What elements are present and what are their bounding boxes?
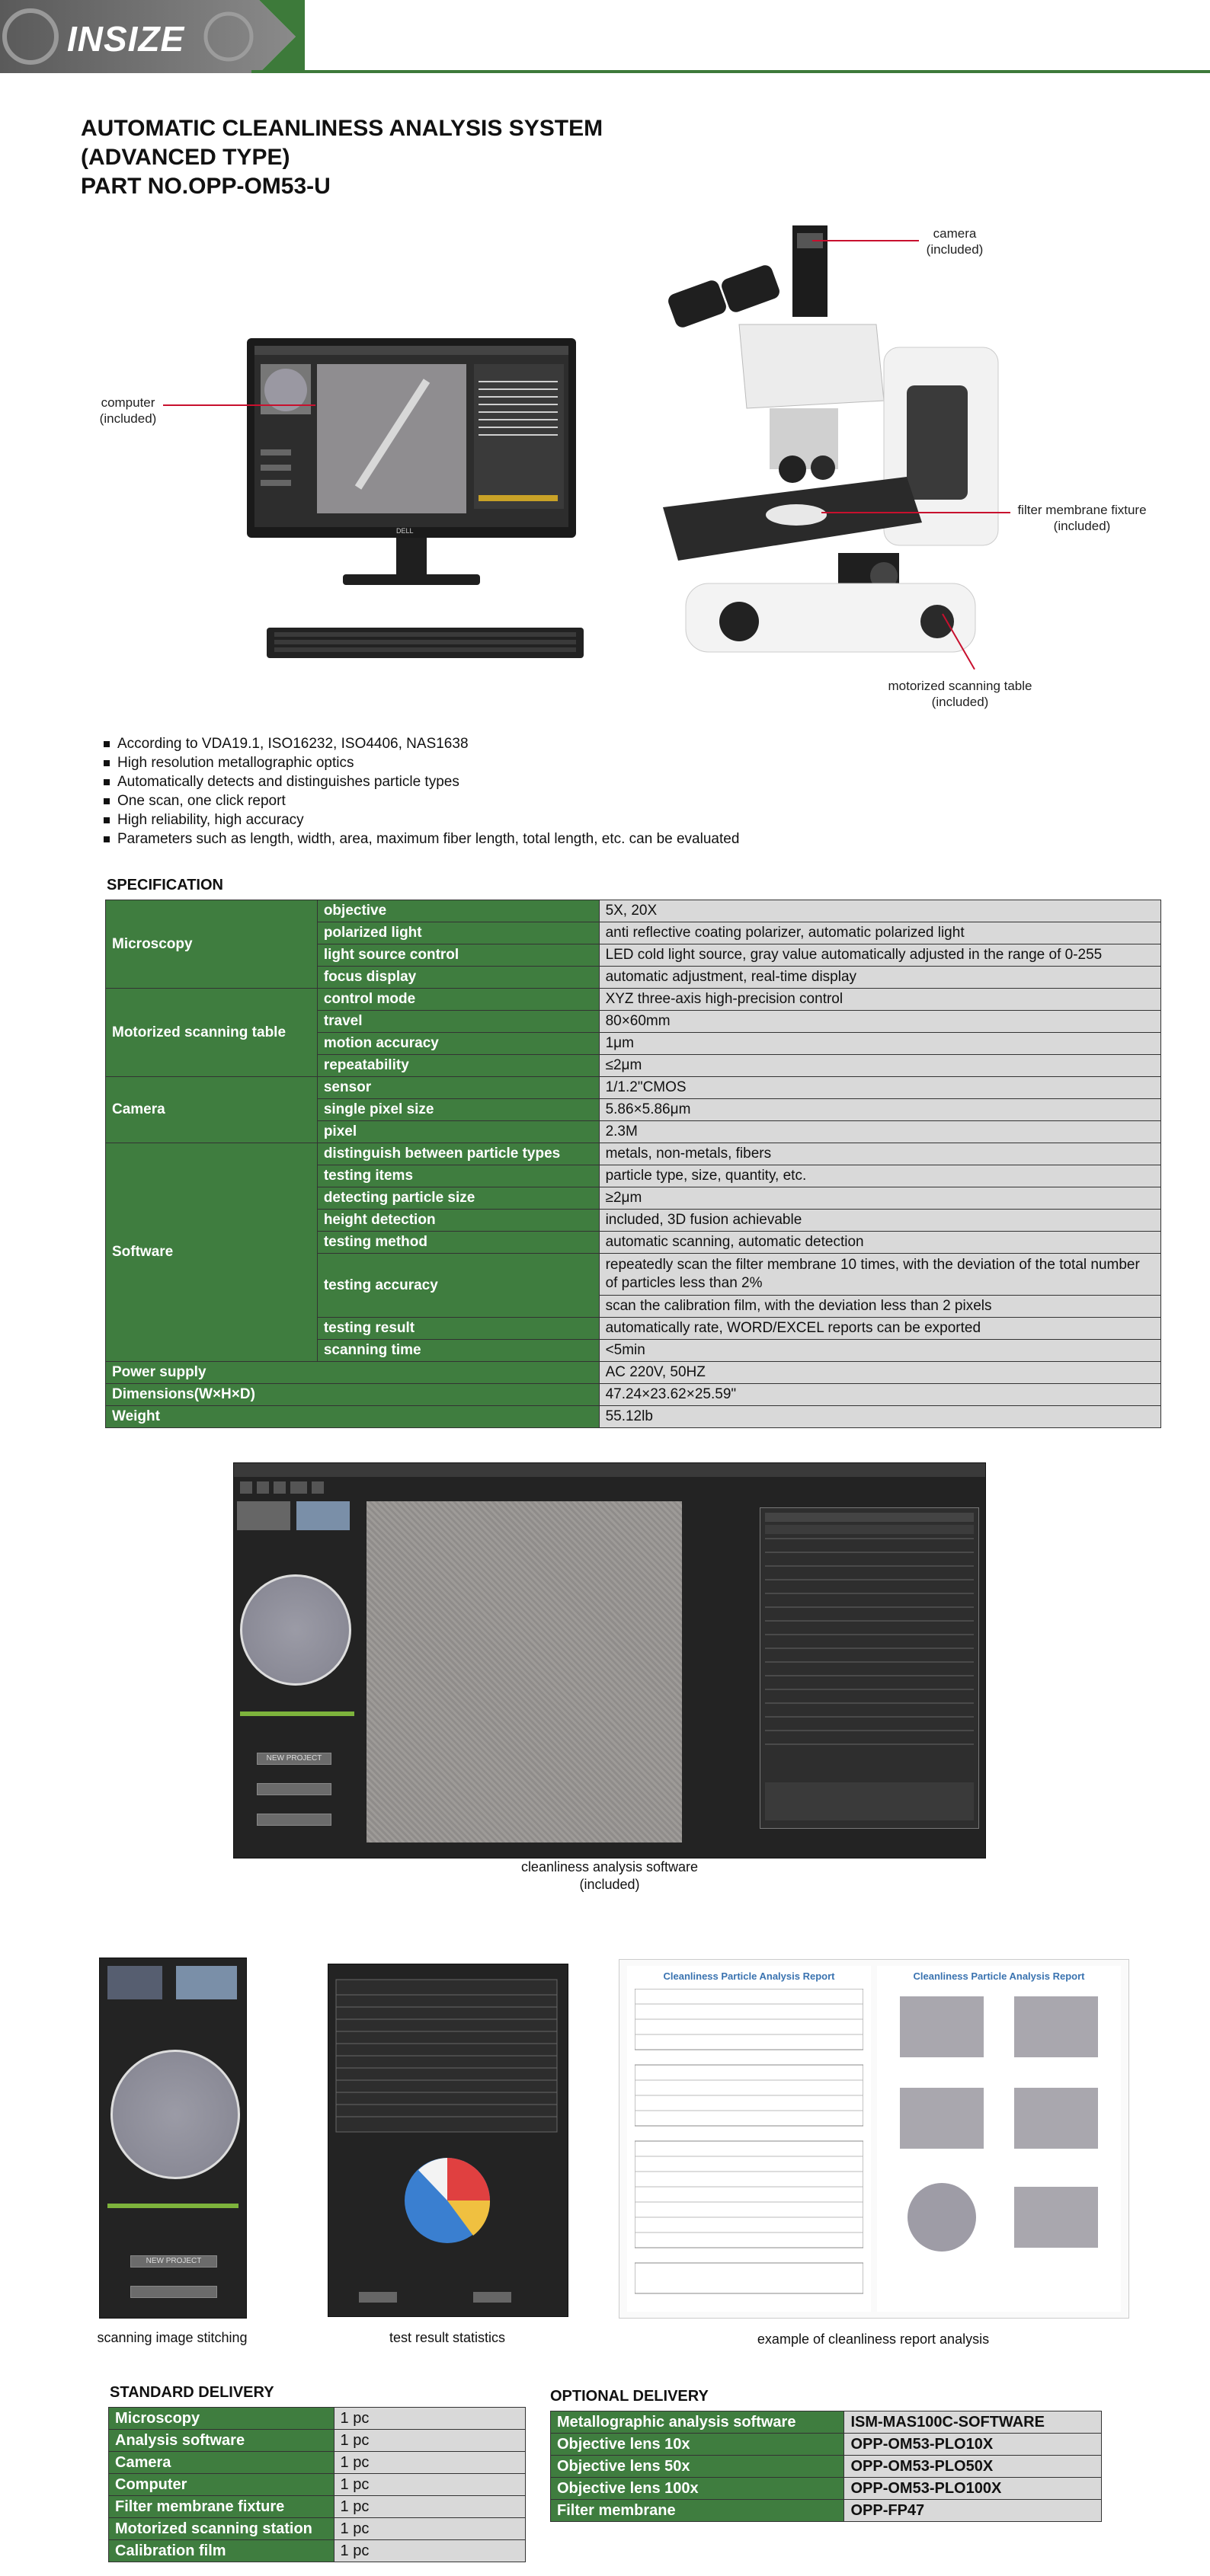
computer-label: computer xyxy=(101,395,155,410)
feature-item: According to VDA19.1, ISO16232, ISO4406, NAS1638 xyxy=(104,734,1018,753)
spec-value: 2.3M xyxy=(599,1121,1160,1143)
report-example xyxy=(619,1959,1129,2319)
spec-label: testing result xyxy=(317,1318,599,1340)
computer-graphic xyxy=(244,335,594,686)
software-caption-line-1: cleanliness analysis software xyxy=(520,1859,699,1874)
header-rule xyxy=(251,70,1210,73)
spec-value: automatic scanning, automatic detection xyxy=(599,1232,1160,1254)
feature-item: Parameters such as length, width, area, maximum fiber length, total length, etc. can be evaluated xyxy=(104,829,1018,849)
title-line-2: (ADVANCED TYPE) xyxy=(81,145,290,170)
microscope-graphic xyxy=(655,225,1006,667)
monitor-brand: DELL xyxy=(396,527,414,535)
table-callout xyxy=(876,678,1044,710)
spec-label: testing method xyxy=(317,1232,599,1254)
progress-fill xyxy=(240,1711,354,1716)
computer-callout xyxy=(82,395,174,427)
spec-value: automatic adjustment, real-time display xyxy=(599,967,1160,989)
software-screenshot xyxy=(233,1462,986,1858)
standard-delivery-title: STANDARD DELIVERY xyxy=(110,2384,274,2401)
spec-value: ≥2μm xyxy=(599,1187,1160,1210)
feature-item: One scan, one click report xyxy=(104,791,1018,810)
delivery-item: Calibration film xyxy=(109,2540,335,2562)
results-grid xyxy=(760,1508,978,1828)
spec-value: scan the calibration film, with the deviation less than 2 pixels xyxy=(599,1296,1160,1318)
table-row xyxy=(551,2411,1102,2434)
title-line-3: PART NO.OPP-OM53-U xyxy=(81,174,331,199)
delivery-qty: 1 pc xyxy=(334,2474,525,2496)
table-row xyxy=(109,2496,526,2518)
optional-part-no: OPP-OM53-PLO10X xyxy=(844,2434,1102,2456)
table-note: (included) xyxy=(931,695,989,709)
table-row xyxy=(109,2518,526,2540)
table-row xyxy=(551,2478,1102,2500)
report-title: Cleanliness Particle Analysis Report xyxy=(913,1970,1085,1982)
spec-value: 5X, 20X xyxy=(599,900,1160,922)
delivery-item: Computer xyxy=(109,2474,335,2496)
page-title xyxy=(81,114,767,201)
software-menu-bar xyxy=(234,1463,985,1477)
microscope-illustration xyxy=(655,225,1006,667)
spec-label: travel xyxy=(317,1011,599,1033)
spec-value: 1/1.2"CMOS xyxy=(599,1077,1160,1099)
delivery-item: Filter membrane fixture xyxy=(109,2496,335,2518)
feature-item: High reliability, high accuracy xyxy=(104,810,1018,829)
table-row xyxy=(106,900,1161,922)
progress-bar xyxy=(107,2204,238,2208)
report-page-1 xyxy=(627,1966,871,2312)
spec-value: <5min xyxy=(599,1340,1160,1362)
stitching-screenshot xyxy=(99,1958,247,2319)
toolbar-icons xyxy=(238,1480,391,1495)
spec-label: motion accuracy xyxy=(317,1033,599,1055)
spec-table xyxy=(105,900,1161,1428)
table-row xyxy=(551,2500,1102,2522)
optional-delivery-title: OPTIONAL DELIVERY xyxy=(550,2388,709,2405)
progress-fill xyxy=(107,2204,238,2208)
feature-list xyxy=(104,734,1018,849)
spec-label: control mode xyxy=(317,989,599,1011)
optional-item: Metallographic analysis software xyxy=(551,2411,844,2434)
spec-value: anti reflective coating polarizer, automatic polarized light xyxy=(599,922,1160,944)
optional-item: Objective lens 10x xyxy=(551,2434,844,2456)
spec-value: automatically rate, WORD/EXCEL reports can be exported xyxy=(599,1318,1160,1340)
optional-part-no: ISM-MAS100C-SOFTWARE xyxy=(844,2411,1102,2434)
table-row xyxy=(106,1384,1161,1406)
fixture-callout xyxy=(1006,502,1158,534)
membrane-overview xyxy=(110,2050,240,2179)
statistics-caption: test result statistics xyxy=(389,2330,506,2345)
spec-label: Weight xyxy=(106,1406,600,1428)
group-software: Software xyxy=(106,1143,318,1362)
optional-part-no: OPP-OM53-PLO50X xyxy=(844,2456,1102,2478)
spec-value: 55.12lb xyxy=(599,1406,1160,1428)
table-row xyxy=(551,2434,1102,2456)
optional-part-no: OPP-OM53-PLO100X xyxy=(844,2478,1102,2500)
spec-label: pixel xyxy=(317,1121,599,1143)
progress-bar xyxy=(240,1711,354,1716)
spec-label: single pixel size xyxy=(317,1099,599,1121)
spec-label: detecting particle size xyxy=(317,1187,599,1210)
delivery-item: Motorized scanning station xyxy=(109,2518,335,2540)
group-camera: Camera xyxy=(106,1077,318,1143)
delivery-qty: 1 pc xyxy=(334,2518,525,2540)
membrane-overview xyxy=(240,1574,351,1686)
optional-part-no: OPP-FP47 xyxy=(844,2500,1102,2522)
camera-label: camera xyxy=(933,226,977,241)
table-row xyxy=(109,2474,526,2496)
computer-leader-line xyxy=(163,404,315,406)
report-images-graphic xyxy=(885,1989,1113,2309)
fixture-leader-line xyxy=(821,512,1010,513)
delivery-qty: 1 pc xyxy=(334,2496,525,2518)
statistics-screenshot xyxy=(328,1964,568,2317)
spec-label: Power supply xyxy=(106,1362,600,1384)
particle-view xyxy=(367,1501,682,1843)
feature-item: High resolution metallographic optics xyxy=(104,753,1018,772)
delivery-qty: 1 pc xyxy=(334,2540,525,2562)
spec-label: repeatability xyxy=(317,1055,599,1077)
spec-label: height detection xyxy=(317,1210,599,1232)
group-motorized: Motorized scanning table xyxy=(106,989,318,1077)
sample-thumbnails xyxy=(237,1501,351,1532)
stitching-caption: scanning image stitching xyxy=(97,2330,248,2345)
standard-delivery-table xyxy=(108,2407,526,2562)
report-caption: example of cleanliness report analysis xyxy=(757,2332,990,2347)
spec-value: particle type, size, quantity, etc. xyxy=(599,1165,1160,1187)
delivery-qty: 1 pc xyxy=(334,2430,525,2452)
software-toolbar xyxy=(238,1480,985,1497)
spec-value: XYZ three-axis high-precision control xyxy=(599,989,1160,1011)
spec-label: testing items xyxy=(317,1165,599,1187)
spec-label: objective xyxy=(317,900,599,922)
spec-value: LED cold light source, gray value automatically adjusted in the range of 0-255 xyxy=(599,944,1160,967)
spec-label: distinguish between particle types xyxy=(317,1143,599,1165)
group-microscopy: Microscopy xyxy=(106,900,318,989)
delivery-item: Analysis software xyxy=(109,2430,335,2452)
spec-label: testing accuracy xyxy=(317,1254,599,1318)
thumb-2[interactable] xyxy=(296,1501,350,1530)
spec-value: AC 220V, 50HZ xyxy=(599,1362,1160,1384)
camera-note: (included) xyxy=(926,242,984,257)
table-row xyxy=(106,989,1161,1011)
statistics-graphic xyxy=(328,1964,568,2316)
report-table-graphic xyxy=(635,1989,863,2309)
new-project-button[interactable]: NEW PROJECT xyxy=(130,2255,217,2268)
camera-leader-line xyxy=(812,240,919,241)
spec-value: metals, non-metals, fibers xyxy=(599,1143,1160,1165)
title-line-1: AUTOMATIC CLEANLINESS ANALYSIS SYSTEM xyxy=(81,116,603,141)
fixture-label: filter membrane fixture xyxy=(1017,503,1147,517)
spec-value: 1μm xyxy=(599,1033,1160,1055)
computer-illustration xyxy=(244,335,594,686)
delivery-qty: 1 pc xyxy=(334,2452,525,2474)
spec-label: polarized light xyxy=(317,922,599,944)
page-header xyxy=(0,0,1210,73)
computer-note: (included) xyxy=(99,411,157,426)
optional-item: Objective lens 100x xyxy=(551,2478,844,2500)
thumb-1[interactable] xyxy=(237,1501,290,1530)
delivery-item: Microscopy xyxy=(109,2408,335,2430)
report-title: Cleanliness Particle Analysis Report xyxy=(663,1970,835,1982)
software-button[interactable] xyxy=(257,1814,331,1826)
software-button[interactable] xyxy=(130,2286,217,2298)
table-row xyxy=(106,1143,1161,1165)
spec-label: Dimensions(W×H×D) xyxy=(106,1384,600,1406)
table-row xyxy=(109,2452,526,2474)
feature-item: Automatically detects and distinguishes particle types xyxy=(104,772,1018,791)
table-row xyxy=(109,2408,526,2430)
spec-label: sensor xyxy=(317,1077,599,1099)
spec-value: ≤2μm xyxy=(599,1055,1160,1077)
table-row xyxy=(551,2456,1102,2478)
spec-value: 47.24×23.62×25.59" xyxy=(599,1384,1160,1406)
delivery-item: Camera xyxy=(109,2452,335,2474)
spec-label: light source control xyxy=(317,944,599,967)
software-button[interactable] xyxy=(257,1783,331,1795)
spec-value: 5.86×5.86μm xyxy=(599,1099,1160,1121)
report-page-2 xyxy=(877,1966,1121,2312)
camera-callout xyxy=(913,225,997,257)
spec-value: included, 3D fusion achievable xyxy=(599,1210,1160,1232)
software-caption xyxy=(427,1858,792,1894)
optional-item: Objective lens 50x xyxy=(551,2456,844,2478)
thumb-2 xyxy=(176,1966,237,1999)
table-row xyxy=(106,1077,1161,1099)
table-row xyxy=(109,2540,526,2562)
spec-label: scanning time xyxy=(317,1340,599,1362)
table-row xyxy=(106,1406,1161,1428)
new-project-button[interactable]: NEW PROJECT xyxy=(257,1753,331,1765)
table-label: motorized scanning table xyxy=(888,679,1032,693)
optional-item: Filter membrane xyxy=(551,2500,844,2522)
spec-title: SPECIFICATION xyxy=(107,877,223,893)
thumb-1 xyxy=(107,1966,162,1999)
table-row xyxy=(109,2430,526,2452)
delivery-qty: 1 pc xyxy=(334,2408,525,2430)
results-panel xyxy=(760,1507,979,1829)
optional-delivery-table xyxy=(550,2411,1102,2522)
brand-logo: INSIZE xyxy=(67,19,185,59)
spec-value: repeatedly scan the filter membrane 10 times, with the deviation of the total number of particles less than 2% xyxy=(599,1254,1160,1296)
table-row xyxy=(106,1362,1161,1384)
fixture-note: (included) xyxy=(1053,519,1111,533)
spec-label: focus display xyxy=(317,967,599,989)
spec-value: 80×60mm xyxy=(599,1011,1160,1033)
software-caption-line-2: (included) xyxy=(579,1877,640,1892)
